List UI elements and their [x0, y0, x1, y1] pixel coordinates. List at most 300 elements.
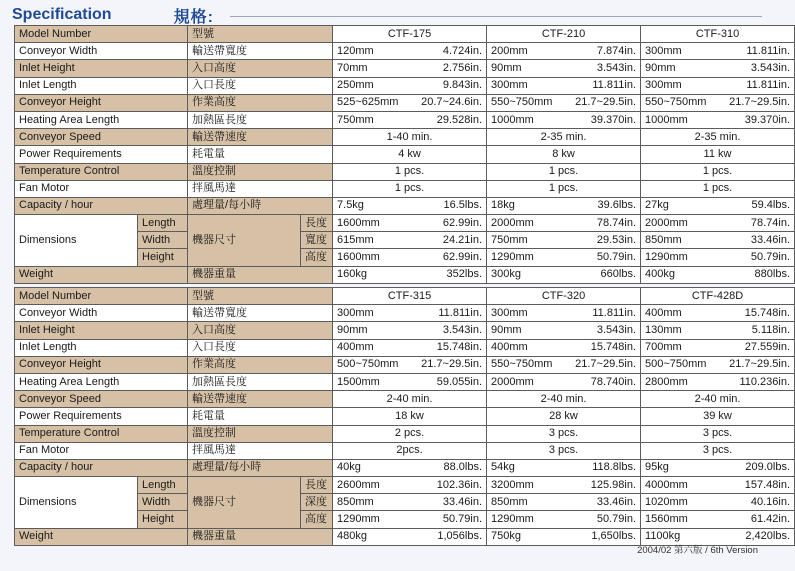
metric-value: 18kg	[491, 199, 515, 212]
imperial-value: 61.42in.	[750, 513, 791, 526]
value-cell: 3 pcs.	[487, 425, 641, 442]
spec-label-en: Fan Motor	[15, 180, 188, 197]
version-footer: 2004/02 第六版 / 6th Version	[637, 545, 758, 556]
spec-row	[15, 425, 795, 442]
imperial-value: 39.370in.	[590, 113, 637, 126]
spec-row	[15, 94, 795, 111]
spec-label-en: Heating Area Length	[15, 373, 188, 390]
weight-label-zh: 機器重量	[188, 266, 333, 283]
metric-value: 300mm	[491, 306, 528, 319]
imperial-value: 102.36in.	[436, 478, 483, 491]
value-pair	[491, 95, 636, 110]
value-cell: 3 pcs.	[641, 442, 795, 459]
imperial-value: 21.7~29.5in.	[729, 96, 791, 109]
value-pair	[645, 198, 790, 213]
value-pair	[337, 198, 482, 213]
value-pair	[337, 357, 482, 372]
spec-row	[15, 373, 795, 390]
metric-value: 90mm	[491, 323, 522, 336]
metric-value: 400mm	[491, 341, 528, 354]
metric-value: 4000mm	[645, 478, 688, 491]
value-cell	[641, 356, 795, 373]
spec-label-zh: 入口高度	[188, 322, 333, 339]
spec-label-en: Inlet Length	[15, 77, 188, 94]
value-cell	[641, 232, 795, 249]
value-pair	[491, 198, 636, 213]
spec-label-zh: 拌風馬達	[188, 442, 333, 459]
metric-value: 200mm	[491, 44, 528, 57]
value-pair	[337, 495, 482, 510]
dimension-label-zh: 深度	[301, 494, 333, 511]
spec-row	[15, 442, 795, 459]
metric-value: 70mm	[337, 61, 368, 74]
imperial-value: 3.543in.	[596, 323, 637, 336]
metric-value: 550~750mm	[491, 358, 553, 371]
value-cell: 39 kw	[641, 408, 795, 425]
value-pair	[337, 478, 482, 493]
value-pair	[645, 250, 790, 265]
imperial-value: 62.99in.	[442, 251, 483, 264]
spec-label-en: Temperature Control	[15, 425, 188, 442]
metric-value: 1290mm	[337, 513, 380, 526]
imperial-value: 11.811in.	[438, 306, 483, 319]
metric-value: 1600mm	[337, 251, 380, 264]
spec-label-en: Conveyor Speed	[15, 391, 188, 408]
model-name: CTF-320	[487, 288, 641, 305]
metric-value: 700mm	[645, 341, 682, 354]
header-row	[15, 26, 795, 43]
value-cell	[333, 60, 487, 77]
value-cell	[487, 494, 641, 511]
value-cell	[487, 249, 641, 266]
metric-value: 1290mm	[491, 251, 534, 264]
value-pair	[337, 512, 482, 527]
imperial-value: 50.79in.	[750, 251, 791, 264]
value-cell	[487, 266, 641, 283]
spec-row	[15, 197, 795, 214]
value-pair	[491, 306, 636, 321]
value-pair	[491, 233, 636, 248]
value-cell	[487, 232, 641, 249]
value-pair	[645, 340, 790, 355]
imperial-value: 2.756in.	[442, 61, 483, 74]
spec-row	[15, 391, 795, 408]
value-cell	[487, 215, 641, 232]
imperial-value: 1,650lbs.	[591, 530, 637, 543]
spec-row	[15, 180, 795, 197]
imperial-value: 3.543in.	[750, 61, 791, 74]
metric-value: 500~750mm	[337, 358, 399, 371]
spec-row	[15, 129, 795, 146]
spec-label-zh: 輸送帶速度	[188, 129, 333, 146]
value-cell	[333, 305, 487, 322]
spec-label-en: Power Requirements	[15, 408, 188, 425]
imperial-value: 78.740in.	[590, 375, 637, 388]
value-pair	[645, 44, 790, 59]
imperial-value: 59.4lbs.	[751, 199, 791, 212]
imperial-value: 21.7~29.5in.	[421, 358, 483, 371]
value-cell	[333, 339, 487, 356]
dimension-label-en: Length	[138, 215, 188, 232]
metric-value: 300mm	[337, 306, 374, 319]
spec-label-zh: 耗電量	[188, 408, 333, 425]
imperial-value: 78.74in.	[750, 216, 791, 229]
value-pair	[645, 61, 790, 76]
metric-value: 750mm	[337, 113, 374, 126]
metric-value: 400mm	[645, 306, 682, 319]
dimension-row	[15, 477, 795, 494]
value-cell	[333, 111, 487, 128]
model-name: CTF-428D	[641, 288, 795, 305]
weight-row	[15, 266, 795, 283]
value-pair	[337, 375, 482, 390]
value-pair	[337, 95, 482, 110]
value-pair	[491, 340, 636, 355]
value-pair	[491, 375, 636, 390]
metric-value: 1100kg	[645, 530, 681, 543]
model-number-label: Model Number	[15, 26, 188, 43]
value-cell	[641, 249, 795, 266]
metric-value: 500~750mm	[645, 358, 707, 371]
metric-value: 1290mm	[645, 251, 688, 264]
metric-value: 400mm	[337, 341, 374, 354]
value-pair	[645, 478, 790, 493]
imperial-value: 21.7~29.5in.	[575, 358, 637, 371]
imperial-value: 157.48in.	[744, 478, 791, 491]
value-cell	[641, 373, 795, 390]
dimensions-label-zh: 機器尺寸	[188, 477, 301, 529]
value-cell	[333, 43, 487, 60]
imperial-value: 39.6lbs.	[597, 199, 637, 212]
spec-label-zh: 入口長度	[188, 77, 333, 94]
heading-rule	[230, 16, 762, 17]
spec-row	[15, 408, 795, 425]
value-cell	[487, 322, 641, 339]
value-pair	[337, 78, 482, 93]
metric-value: 1600mm	[337, 216, 380, 229]
metric-value: 850mm	[491, 495, 528, 508]
dimension-label-zh: 長度	[301, 477, 333, 494]
value-pair	[645, 267, 790, 282]
value-pair	[491, 113, 636, 128]
metric-value: 300kg	[491, 268, 521, 281]
spec-label-zh: 處理量/每小時	[188, 197, 333, 214]
value-pair	[337, 44, 482, 59]
value-cell	[333, 356, 487, 373]
value-pair	[491, 460, 636, 475]
imperial-value: 11.811in.	[592, 79, 637, 92]
value-cell	[333, 215, 487, 232]
value-cell: 2-40 min.	[641, 391, 795, 408]
value-pair	[491, 478, 636, 493]
spec-label-zh: 輸送帶寬度	[188, 43, 333, 60]
model-number-label-zh: 型號	[188, 288, 333, 305]
spec-label-zh: 處理量/每小時	[188, 459, 333, 476]
value-cell	[333, 197, 487, 214]
metric-value: 615mm	[337, 233, 374, 246]
dimension-label-en: Height	[138, 249, 188, 266]
spec-label-en: Fan Motor	[15, 442, 188, 459]
spec-label-en: Conveyor Width	[15, 43, 188, 60]
value-cell: 1 pcs.	[641, 163, 795, 180]
value-pair	[491, 529, 636, 544]
imperial-value: 15.748in.	[436, 341, 483, 354]
imperial-value: 3.543in.	[442, 323, 483, 336]
value-cell	[641, 339, 795, 356]
value-cell	[641, 43, 795, 60]
spec-label-en: Conveyor Width	[15, 305, 188, 322]
value-cell	[333, 77, 487, 94]
dimension-label-zh: 高度	[301, 511, 333, 528]
spec-row	[15, 356, 795, 373]
spec-label-zh: 溫度控制	[188, 425, 333, 442]
metric-value: 550~750mm	[645, 96, 707, 109]
value-cell	[641, 215, 795, 232]
value-cell	[641, 60, 795, 77]
imperial-value: 880lbs.	[754, 268, 791, 281]
dimensions-label-zh: 機器尺寸	[188, 215, 301, 267]
value-cell	[487, 477, 641, 494]
value-cell	[333, 373, 487, 390]
value-cell	[333, 232, 487, 249]
imperial-value: 352lbs.	[446, 268, 483, 281]
metric-value: 2000mm	[491, 216, 534, 229]
metric-value: 54kg	[491, 461, 515, 474]
value-pair	[337, 250, 482, 265]
metric-value: 850mm	[645, 233, 682, 246]
value-cell	[487, 60, 641, 77]
value-cell	[333, 511, 487, 528]
imperial-value: 11.811in.	[746, 79, 791, 92]
spec-table-1	[14, 25, 795, 284]
model-name: CTF-210	[487, 26, 641, 43]
value-cell	[641, 322, 795, 339]
value-pair	[645, 306, 790, 321]
imperial-value: 50.79in.	[442, 513, 483, 526]
spec-label-en: Conveyor Height	[15, 94, 188, 111]
imperial-value: 7.874in.	[596, 44, 637, 57]
weight-label-zh: 機器重量	[188, 528, 333, 545]
spec-row	[15, 43, 795, 60]
spec-row	[15, 77, 795, 94]
value-cell: 2 pcs.	[333, 425, 487, 442]
value-pair	[337, 267, 482, 282]
dimensions-label: Dimensions	[15, 215, 138, 267]
value-pair	[491, 250, 636, 265]
imperial-value: 2,420lbs.	[745, 530, 791, 543]
value-cell	[641, 305, 795, 322]
value-pair	[645, 357, 790, 372]
value-pair	[337, 233, 482, 248]
value-cell	[333, 477, 487, 494]
weight-label-en: Weight	[15, 528, 188, 545]
value-cell: 4 kw	[333, 146, 487, 163]
value-cell	[333, 266, 487, 283]
spec-row	[15, 459, 795, 476]
dimension-label-zh: 寬度	[301, 232, 333, 249]
value-cell	[487, 459, 641, 476]
imperial-value: 21.7~29.5in.	[729, 358, 791, 371]
value-cell: 8 kw	[487, 146, 641, 163]
value-pair	[645, 113, 790, 128]
imperial-value: 11.811in.	[746, 44, 791, 57]
spec-row	[15, 60, 795, 77]
spec-label-en: Capacity / hour	[15, 459, 188, 476]
heading-title-en: Specification	[12, 6, 112, 23]
imperial-value: 33.46in.	[442, 495, 483, 508]
imperial-value: 29.53in.	[596, 233, 637, 246]
value-cell	[333, 322, 487, 339]
metric-value: 90mm	[337, 323, 368, 336]
heading-title-zh: 規格:	[173, 8, 214, 26]
metric-value: 1000mm	[491, 113, 534, 126]
value-cell: 1 pcs.	[641, 180, 795, 197]
value-pair	[645, 495, 790, 510]
imperial-value: 40.16in.	[750, 495, 791, 508]
metric-value: 90mm	[645, 61, 676, 74]
value-cell	[487, 373, 641, 390]
value-cell: 28 kw	[487, 408, 641, 425]
metric-value: 130mm	[645, 323, 682, 336]
value-cell	[641, 94, 795, 111]
value-cell: 2-35 min.	[487, 129, 641, 146]
imperial-value: 209.0lbs.	[745, 461, 791, 474]
metric-value: 750mm	[491, 233, 528, 246]
value-cell: 1 pcs.	[487, 180, 641, 197]
dimension-row	[15, 215, 795, 232]
spec-row	[15, 305, 795, 322]
dimension-label-en: Length	[138, 477, 188, 494]
value-cell	[487, 356, 641, 373]
spec-row	[15, 322, 795, 339]
imperial-value: 5.118in.	[751, 323, 791, 336]
value-cell	[487, 197, 641, 214]
value-cell	[641, 477, 795, 494]
metric-value: 3200mm	[491, 478, 534, 491]
spec-label-zh: 溫度控制	[188, 163, 333, 180]
dimension-label-en: Height	[138, 511, 188, 528]
metric-value: 250mm	[337, 79, 374, 92]
spec-label-en: Conveyor Speed	[15, 129, 188, 146]
value-cell	[641, 111, 795, 128]
heading-rule-wrap	[0, 4, 776, 26]
imperial-value: 125.98in.	[590, 478, 637, 491]
dimension-label-zh: 長度	[301, 215, 333, 232]
imperial-value: 88.0lbs.	[443, 461, 483, 474]
imperial-value: 118.8lbs.	[592, 461, 637, 474]
value-cell	[641, 494, 795, 511]
metric-value: 300mm	[491, 79, 528, 92]
value-pair	[491, 44, 636, 59]
metric-value: 480kg	[337, 530, 367, 543]
imperial-value: 110.236in.	[739, 375, 791, 388]
spec-label-en: Conveyor Height	[15, 356, 188, 373]
metric-value: 850mm	[337, 495, 374, 508]
value-cell: 1 pcs.	[487, 163, 641, 180]
spec-label-zh: 拌風馬達	[188, 180, 333, 197]
value-pair	[645, 216, 790, 231]
metric-value: 750kg	[491, 530, 521, 543]
value-pair	[645, 512, 790, 527]
spec-label-zh: 入口高度	[188, 60, 333, 77]
value-pair	[337, 323, 482, 338]
imperial-value: 16.5lbs.	[443, 199, 483, 212]
spec-label-zh: 耗電量	[188, 146, 333, 163]
value-cell	[333, 494, 487, 511]
value-pair	[645, 460, 790, 475]
value-cell	[487, 43, 641, 60]
imperial-value: 9.843in.	[442, 79, 483, 92]
value-pair	[645, 95, 790, 110]
metric-value: 1020mm	[645, 495, 688, 508]
spec-label-en: Capacity / hour	[15, 197, 188, 214]
spec-label-en: Power Requirements	[15, 146, 188, 163]
spec-label-en: Heating Area Length	[15, 111, 188, 128]
model-name: CTF-310	[641, 26, 795, 43]
dimensions-label: Dimensions	[15, 477, 138, 529]
value-cell: 2-35 min.	[641, 129, 795, 146]
value-cell	[487, 528, 641, 545]
model-number-label-zh: 型號	[188, 26, 333, 43]
spec-row	[15, 339, 795, 356]
metric-value: 160kg	[337, 268, 367, 281]
value-cell: 11 kw	[641, 146, 795, 163]
value-cell	[487, 94, 641, 111]
header-row	[15, 288, 795, 305]
imperial-value: 62.99in.	[442, 216, 483, 229]
imperial-value: 24.21in.	[442, 233, 483, 246]
metric-value: 2800mm	[645, 375, 688, 388]
value-pair	[645, 233, 790, 248]
imperial-value: 29.528in.	[436, 113, 483, 126]
model-name: CTF-315	[333, 288, 487, 305]
metric-value: 7.5kg	[337, 199, 364, 212]
metric-value: 95kg	[645, 461, 669, 474]
imperial-value: 11.811in.	[592, 306, 637, 319]
value-cell	[487, 511, 641, 528]
metric-value: 120mm	[337, 44, 374, 57]
value-pair	[337, 61, 482, 76]
model-number-label: Model Number	[15, 288, 188, 305]
spec-row	[15, 163, 795, 180]
value-cell	[333, 459, 487, 476]
spec-label-zh: 入口長度	[188, 339, 333, 356]
weight-label-en: Weight	[15, 266, 188, 283]
value-pair	[491, 495, 636, 510]
value-cell	[641, 459, 795, 476]
metric-value: 300mm	[645, 79, 682, 92]
imperial-value: 50.79in.	[596, 513, 637, 526]
spec-label-en: Inlet Height	[15, 322, 188, 339]
value-pair	[645, 323, 790, 338]
imperial-value: 660lbs.	[600, 268, 637, 281]
value-pair	[337, 113, 482, 128]
dimension-label-en: Width	[138, 232, 188, 249]
model-name: CTF-175	[333, 26, 487, 43]
value-cell	[641, 77, 795, 94]
spec-row	[15, 146, 795, 163]
spec-table-2	[14, 287, 795, 546]
value-pair	[491, 61, 636, 76]
value-cell: 2-40 min.	[333, 391, 487, 408]
metric-value: 1290mm	[491, 513, 534, 526]
metric-value: 27kg	[645, 199, 669, 212]
spec-label-zh: 輸送帶寬度	[188, 305, 333, 322]
spec-label-en: Temperature Control	[15, 163, 188, 180]
spec-label-zh: 作業高度	[188, 356, 333, 373]
value-cell	[641, 511, 795, 528]
value-pair	[337, 460, 482, 475]
